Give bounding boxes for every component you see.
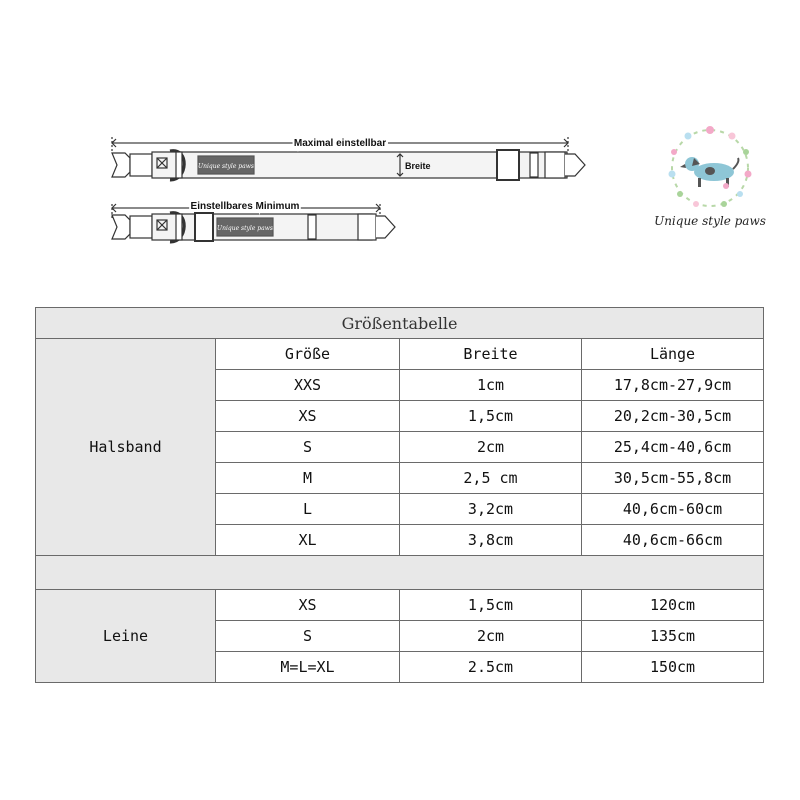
cell-size: XS <box>216 401 400 432</box>
size-table <box>35 307 764 683</box>
cell-width: 1cm <box>400 370 582 401</box>
cell-size: M <box>216 463 400 494</box>
table-row <box>36 590 764 621</box>
cell-size: M=L=XL <box>216 652 400 683</box>
cell-size: L <box>216 494 400 525</box>
cell-size: XL <box>216 525 400 556</box>
min-label: Einstellbares Minimum <box>190 201 300 212</box>
cell-width: 2cm <box>400 432 582 463</box>
table-title-row <box>36 308 764 339</box>
cell-length: 40,6cm-60cm <box>582 494 764 525</box>
cell-length: 150cm <box>582 652 764 683</box>
cell-size: S <box>216 621 400 652</box>
collar-size-diagram <box>0 0 640 270</box>
cell-length: 25,4cm-40,6cm <box>582 432 764 463</box>
header-length: Länge <box>582 339 764 370</box>
cell-size: XXS <box>216 370 400 401</box>
width-label: Breite <box>405 161 431 171</box>
cell-length: 120cm <box>582 590 764 621</box>
cell-width: 1,5cm <box>400 590 582 621</box>
cell-length: 40,6cm-66cm <box>582 525 764 556</box>
group-label-halsband: Halsband <box>36 339 216 556</box>
max-label: Maximal einstellbar <box>293 138 387 149</box>
cell-width: 2,5 cm <box>400 463 582 494</box>
cell-length: 17,8cm-27,9cm <box>582 370 764 401</box>
header-size: Größe <box>216 339 400 370</box>
cell-width: 3,2cm <box>400 494 582 525</box>
cell-width: 3,8cm <box>400 525 582 556</box>
strap-brand-top: Unique style paws <box>198 163 254 170</box>
logo-text: Unique style paws <box>654 214 766 228</box>
cell-length: 30,5cm-55,8cm <box>582 463 764 494</box>
table-spacer-row <box>36 556 764 590</box>
cell-size: S <box>216 432 400 463</box>
spacer-cell <box>36 556 764 590</box>
cell-length: 135cm <box>582 621 764 652</box>
strap-brand-bottom: Unique style paws <box>217 225 273 232</box>
header-width: Breite <box>400 339 582 370</box>
cell-length: 20,2cm-30,5cm <box>582 401 764 432</box>
group-label-leine: Leine <box>36 590 216 683</box>
cell-width: 1,5cm <box>400 401 582 432</box>
dog-icon <box>680 157 738 189</box>
cell-size: XS <box>216 590 400 621</box>
cell-width: 2cm <box>400 621 582 652</box>
cell-width: 2.5cm <box>400 652 582 683</box>
table-row <box>36 339 764 370</box>
table-title: Größentabelle <box>36 308 764 339</box>
